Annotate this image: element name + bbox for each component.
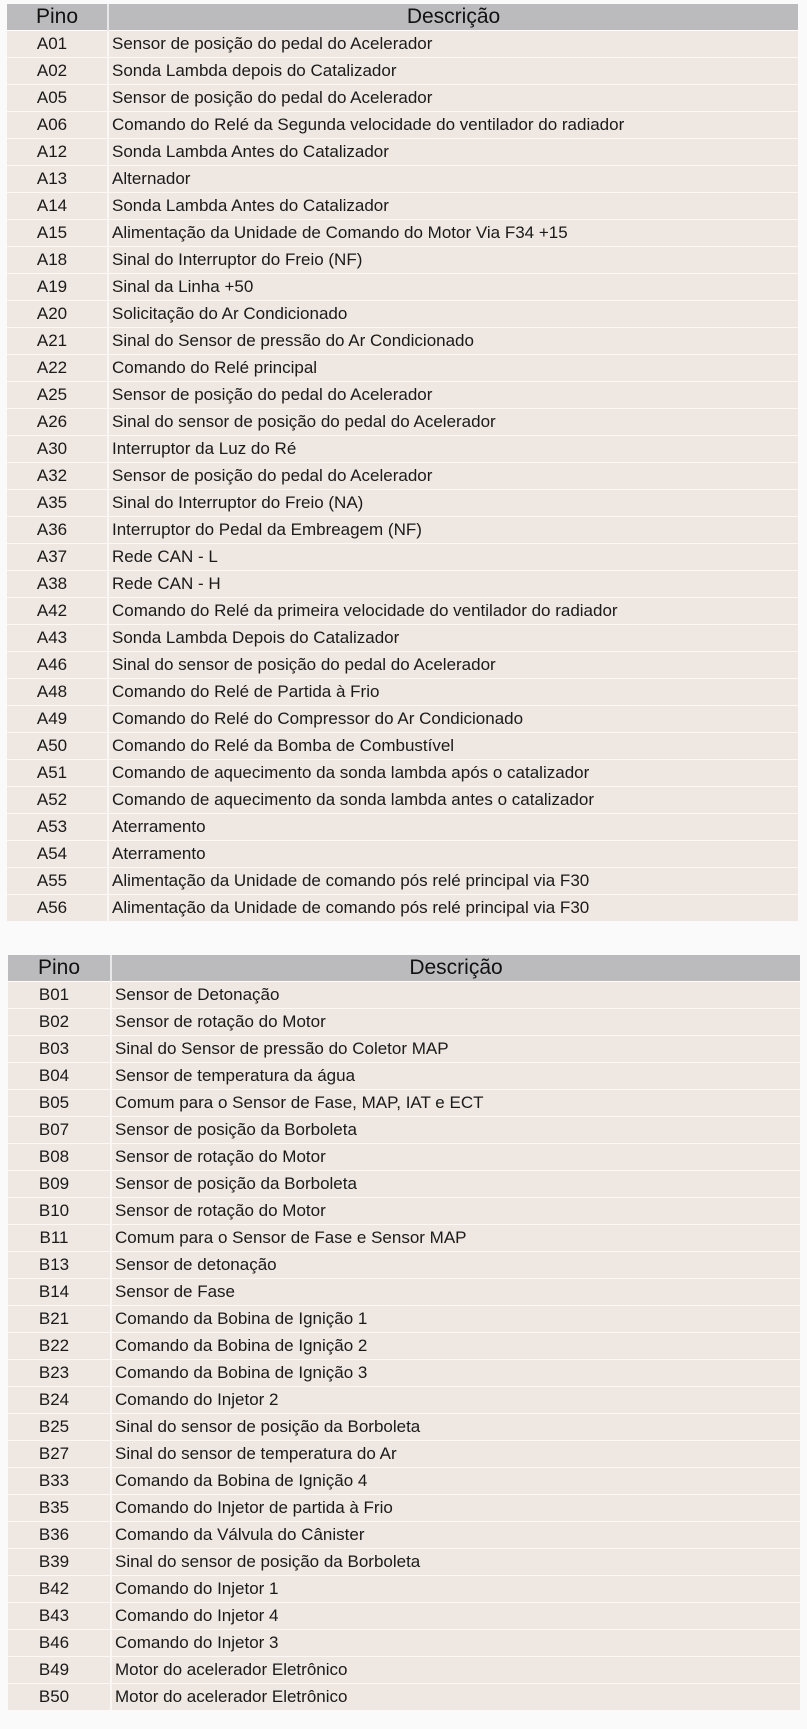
description-cell: Sensor de rotação do Motor: [111, 1144, 800, 1171]
pin-cell: A13: [7, 166, 108, 193]
table-row: [7, 220, 798, 247]
table-row: [8, 1090, 800, 1117]
pin-cell: A02: [7, 58, 108, 85]
pin-cell: B42: [8, 1576, 111, 1603]
description-cell: Sensor de rotação do Motor: [111, 1009, 800, 1036]
pin-cell: A52: [7, 787, 108, 814]
table-row: [8, 1495, 800, 1522]
description-cell: Comando de aquecimento da sonda lambda antes o catalizador: [108, 787, 798, 814]
pin-cell: A15: [7, 220, 108, 247]
description-cell: Comando do Relé da Bomba de Combustível: [108, 733, 798, 760]
description-cell: Comando da Bobina de Ignição 3: [111, 1360, 800, 1387]
column-header-description: Descrição: [111, 955, 800, 982]
description-cell: Motor do acelerador Eletrônico: [111, 1657, 800, 1684]
pin-cell: A06: [7, 112, 108, 139]
description-cell: Comando do Relé de Partida à Frio: [108, 679, 798, 706]
pin-cell: B11: [8, 1225, 111, 1252]
table-row: [8, 1549, 800, 1576]
pin-cell: B23: [8, 1360, 111, 1387]
description-cell: Sinal do Interruptor do Freio (NF): [108, 247, 798, 274]
pin-cell: A50: [7, 733, 108, 760]
column-header-pin: Pino: [8, 955, 111, 982]
description-cell: Sensor de Fase: [111, 1279, 800, 1306]
table-row: [7, 652, 798, 679]
table-row: [7, 868, 798, 895]
description-cell: Rede CAN - H: [108, 571, 798, 598]
pin-cell: B05: [8, 1090, 111, 1117]
table-row: [7, 760, 798, 787]
pin-cell: B07: [8, 1117, 111, 1144]
table-header-row: [8, 955, 800, 982]
table-b-body: [8, 982, 800, 1711]
table-row: [8, 1171, 800, 1198]
table-row: [8, 982, 800, 1009]
description-cell: Sensor de posição do pedal do Acelerador: [108, 31, 798, 58]
description-cell: Comum para o Sensor de Fase e Sensor MAP: [111, 1225, 800, 1252]
description-cell: Sonda Lambda depois do Catalizador: [108, 58, 798, 85]
description-cell: Sinal do sensor de posição da Borboleta: [111, 1414, 800, 1441]
pin-cell: A25: [7, 382, 108, 409]
table-row: [7, 328, 798, 355]
description-cell: Aterramento: [108, 814, 798, 841]
table-row: [7, 679, 798, 706]
table-row: [8, 1117, 800, 1144]
pin-cell: A22: [7, 355, 108, 382]
table-row: [7, 247, 798, 274]
pin-cell: B39: [8, 1549, 111, 1576]
pin-cell: B46: [8, 1630, 111, 1657]
description-cell: Sensor de rotação do Motor: [111, 1198, 800, 1225]
description-cell: Rede CAN - L: [108, 544, 798, 571]
table-row: [8, 1657, 800, 1684]
description-cell: Solicitação do Ar Condicionado: [108, 301, 798, 328]
description-cell: Sensor de posição do pedal do Acelerador: [108, 382, 798, 409]
table-row: [8, 1252, 800, 1279]
pin-cell: B25: [8, 1414, 111, 1441]
table-row: [7, 58, 798, 85]
pin-cell: A54: [7, 841, 108, 868]
table-row: [8, 1441, 800, 1468]
description-cell: Alimentação da Unidade de Comando do Motor Via F34 +15: [108, 220, 798, 247]
pin-cell: A56: [7, 895, 108, 922]
pin-cell: B13: [8, 1252, 111, 1279]
table-row: [8, 1360, 800, 1387]
pin-cell: B21: [8, 1306, 111, 1333]
table-row: [7, 733, 798, 760]
description-cell: Motor do acelerador Eletrônico: [111, 1684, 800, 1711]
description-cell: Sensor de posição da Borboleta: [111, 1171, 800, 1198]
description-cell: Aterramento: [108, 841, 798, 868]
pin-cell: A18: [7, 247, 108, 274]
pin-cell: B49: [8, 1657, 111, 1684]
pin-cell: B04: [8, 1063, 111, 1090]
description-cell: Comando de aquecimento da sonda lambda após o catalizador: [108, 760, 798, 787]
description-cell: Sinal do sensor de posição da Borboleta: [111, 1549, 800, 1576]
table-row: [7, 544, 798, 571]
table-row: [8, 1036, 800, 1063]
table-row: [8, 1279, 800, 1306]
pin-table-a: [7, 4, 798, 922]
table-row: [8, 1198, 800, 1225]
table-row: [8, 1468, 800, 1495]
table-row: [8, 1576, 800, 1603]
table-row: [7, 517, 798, 544]
pin-cell: B22: [8, 1333, 111, 1360]
pin-cell: A36: [7, 517, 108, 544]
pin-cell: A05: [7, 85, 108, 112]
table-row: [7, 301, 798, 328]
table-row: [7, 463, 798, 490]
description-cell: Sonda Lambda Depois do Catalizador: [108, 625, 798, 652]
table-row: [7, 490, 798, 517]
description-cell: Sensor de posição do pedal do Acelerador: [108, 85, 798, 112]
description-cell: Comando do Relé da Segunda velocidade do ventilador do radiador: [108, 112, 798, 139]
description-cell: Comando da Válvula do Cânister: [111, 1522, 800, 1549]
table-row: [8, 1333, 800, 1360]
table-header-row: [7, 4, 798, 31]
pin-cell: A30: [7, 436, 108, 463]
description-cell: Sinal do sensor de temperatura do Ar: [111, 1441, 800, 1468]
description-cell: Sensor de detonação: [111, 1252, 800, 1279]
pin-cell: A37: [7, 544, 108, 571]
description-cell: Comando da Bobina de Ignição 2: [111, 1333, 800, 1360]
pin-cell: B24: [8, 1387, 111, 1414]
table-row: [7, 31, 798, 58]
table-row: [7, 787, 798, 814]
pin-cell: B09: [8, 1171, 111, 1198]
table-row: [8, 1603, 800, 1630]
table-row: [8, 1225, 800, 1252]
description-cell: Comando do Relé principal: [108, 355, 798, 382]
description-cell: Interruptor da Luz do Ré: [108, 436, 798, 463]
description-cell: Interruptor do Pedal da Embreagem (NF): [108, 517, 798, 544]
description-cell: Comum para o Sensor de Fase, MAP, IAT e ECT: [111, 1090, 800, 1117]
pin-cell: A26: [7, 409, 108, 436]
pin-cell: A01: [7, 31, 108, 58]
table-row: [8, 1522, 800, 1549]
description-cell: Sensor de temperatura da água: [111, 1063, 800, 1090]
pin-cell: A14: [7, 193, 108, 220]
table-row: [7, 193, 798, 220]
pin-cell: A46: [7, 652, 108, 679]
description-cell: Alimentação da Unidade de comando pós relé principal via F30: [108, 868, 798, 895]
table-row: [7, 139, 798, 166]
pin-cell: B50: [8, 1684, 111, 1711]
pin-cell: B33: [8, 1468, 111, 1495]
pin-cell: A21: [7, 328, 108, 355]
description-cell: Alimentação da Unidade de comando pós relé principal via F30: [108, 895, 798, 922]
pin-cell: A12: [7, 139, 108, 166]
pin-cell: B10: [8, 1198, 111, 1225]
column-header-pin: Pino: [7, 4, 108, 31]
table-row: [8, 1630, 800, 1657]
table-row: [7, 814, 798, 841]
description-cell: Comando da Bobina de Ignição 4: [111, 1468, 800, 1495]
pin-cell: A43: [7, 625, 108, 652]
pin-cell: A55: [7, 868, 108, 895]
pin-cell: A38: [7, 571, 108, 598]
table-row: [7, 625, 798, 652]
pin-cell: B08: [8, 1144, 111, 1171]
pin-cell: B35: [8, 1495, 111, 1522]
table-row: [7, 85, 798, 112]
description-cell: Comando do Injetor 2: [111, 1387, 800, 1414]
pin-cell: B36: [8, 1522, 111, 1549]
table-row: [7, 112, 798, 139]
description-cell: Comando do Relé do Compressor do Ar Condicionado: [108, 706, 798, 733]
description-cell: Comando do Injetor 4: [111, 1603, 800, 1630]
table-row: [7, 841, 798, 868]
pin-cell: A20: [7, 301, 108, 328]
description-cell: Sonda Lambda Antes do Catalizador: [108, 193, 798, 220]
pin-cell: A49: [7, 706, 108, 733]
table-row: [7, 166, 798, 193]
description-cell: Comando do Injetor 1: [111, 1576, 800, 1603]
description-cell: Alternador: [108, 166, 798, 193]
column-header-description: Descrição: [108, 4, 798, 31]
table-row: [8, 1387, 800, 1414]
table-row: [8, 1684, 800, 1711]
description-cell: Sensor de Detonação: [111, 982, 800, 1009]
table-row: [8, 1414, 800, 1441]
table-row: [8, 1306, 800, 1333]
pin-cell: A35: [7, 490, 108, 517]
pin-cell: B43: [8, 1603, 111, 1630]
table-a-body: [7, 31, 798, 922]
description-cell: Sinal do sensor de posição do pedal do Acelerador: [108, 409, 798, 436]
pin-cell: B27: [8, 1441, 111, 1468]
pin-cell: A19: [7, 274, 108, 301]
description-cell: Sinal do sensor de posição do pedal do Acelerador: [108, 652, 798, 679]
table-row: [7, 274, 798, 301]
pin-table-b: [8, 955, 800, 1711]
description-cell: Sensor de posição do pedal do Acelerador: [108, 463, 798, 490]
description-cell: Comando do Relé da primeira velocidade do ventilador do radiador: [108, 598, 798, 625]
pin-cell: A53: [7, 814, 108, 841]
description-cell: Comando do Injetor 3: [111, 1630, 800, 1657]
pin-cell: A48: [7, 679, 108, 706]
pin-cell: B03: [8, 1036, 111, 1063]
table-row: [7, 382, 798, 409]
pin-cell: A42: [7, 598, 108, 625]
description-cell: Comando da Bobina de Ignição 1: [111, 1306, 800, 1333]
table-row: [8, 1063, 800, 1090]
description-cell: Sonda Lambda Antes do Catalizador: [108, 139, 798, 166]
table-row: [8, 1009, 800, 1036]
table-row: [7, 355, 798, 382]
description-cell: Sinal do Sensor de pressão do Coletor MAP: [111, 1036, 800, 1063]
description-cell: Sensor de posição da Borboleta: [111, 1117, 800, 1144]
table-row: [7, 706, 798, 733]
pin-cell: B02: [8, 1009, 111, 1036]
table-row: [8, 1144, 800, 1171]
pin-cell: A51: [7, 760, 108, 787]
pin-cell: B01: [8, 982, 111, 1009]
table-row: [7, 409, 798, 436]
table-row: [7, 436, 798, 463]
description-cell: Sinal do Sensor de pressão do Ar Condicionado: [108, 328, 798, 355]
description-cell: Sinal do Interruptor do Freio (NA): [108, 490, 798, 517]
table-row: [7, 895, 798, 922]
description-cell: Sinal da Linha +50: [108, 274, 798, 301]
description-cell: Comando do Injetor de partida à Frio: [111, 1495, 800, 1522]
table-row: [7, 571, 798, 598]
pin-cell: A32: [7, 463, 108, 490]
table-row: [7, 598, 798, 625]
pin-cell: B14: [8, 1279, 111, 1306]
